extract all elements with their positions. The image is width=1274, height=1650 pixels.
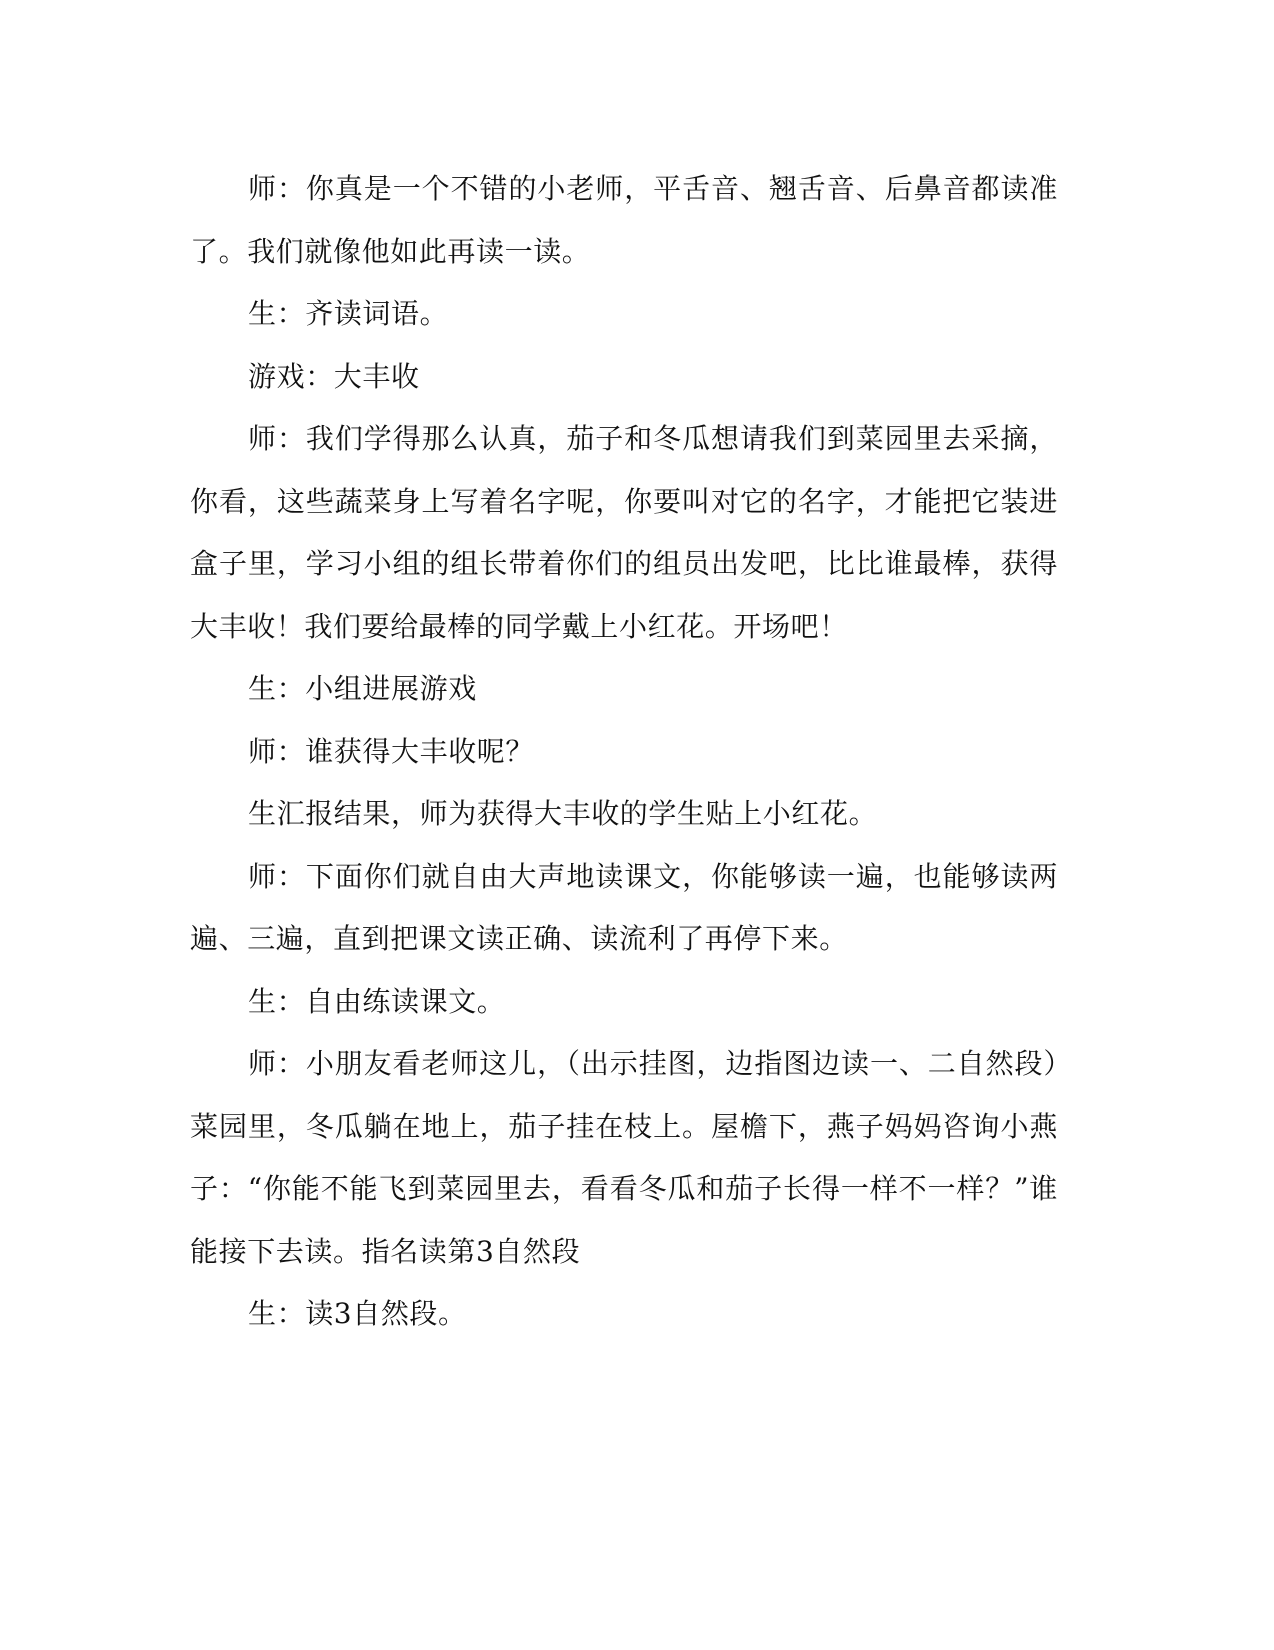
paragraph-teacher-game-intro: 师：我们学得那么认真，茄子和冬瓜想请我们到菜园里去采摘，你看，这些蔬菜身上写着名字呢，你要叫对它的名字，才能把它装进盒子里，学习小组的组长带着你们的组员出发吧，比比谁最棒，获得大丰收！我们要给最棒的同学戴上小红花。开场吧！	[190, 422, 1058, 643]
paragraph-student-read-section: 生：读3自然段。	[248, 1297, 467, 1330]
paragraph-student-report: 生汇报结果，师为获得大丰收的学生贴上小红花。	[248, 797, 878, 830]
paragraph-game-title: 游戏：大丰收	[248, 359, 420, 393]
paragraph-teacher-picture: 师：小朋友看老师这儿，（出示挂图，边指图边读一、二自然段）菜园里，冬瓜躺在地上，茄子挂在枝上。屋檐下，燕子妈妈咨询小燕子：“你能不能飞到菜园里去，看看冬瓜和茄子长得一样不一样？”谁能接下去读。指名读第3自然段	[190, 1047, 1058, 1268]
paragraph-teacher-free-reading: 师：下面你们就自由大声地读课文，你能够读一遍，也能够读两遍、三遍，直到把课文读正确、读流利了再停下来。	[190, 859, 1058, 955]
paragraph-teacher-praise: 师：你真是一个不错的小老师，平舌音、翘舌音、后鼻音都读准了。我们就像他如此再读一读。	[190, 172, 1058, 268]
paragraph-student-practice: 生：自由练读课文。	[248, 984, 506, 1018]
paragraph-student-read-words: 生：齐读词语。	[248, 297, 449, 330]
document-body	[190, 158, 1058, 1346]
paragraph-teacher-question: 师：谁获得大丰收呢？	[248, 734, 535, 768]
paragraph-student-game: 生：小组进展游戏	[248, 672, 477, 705]
